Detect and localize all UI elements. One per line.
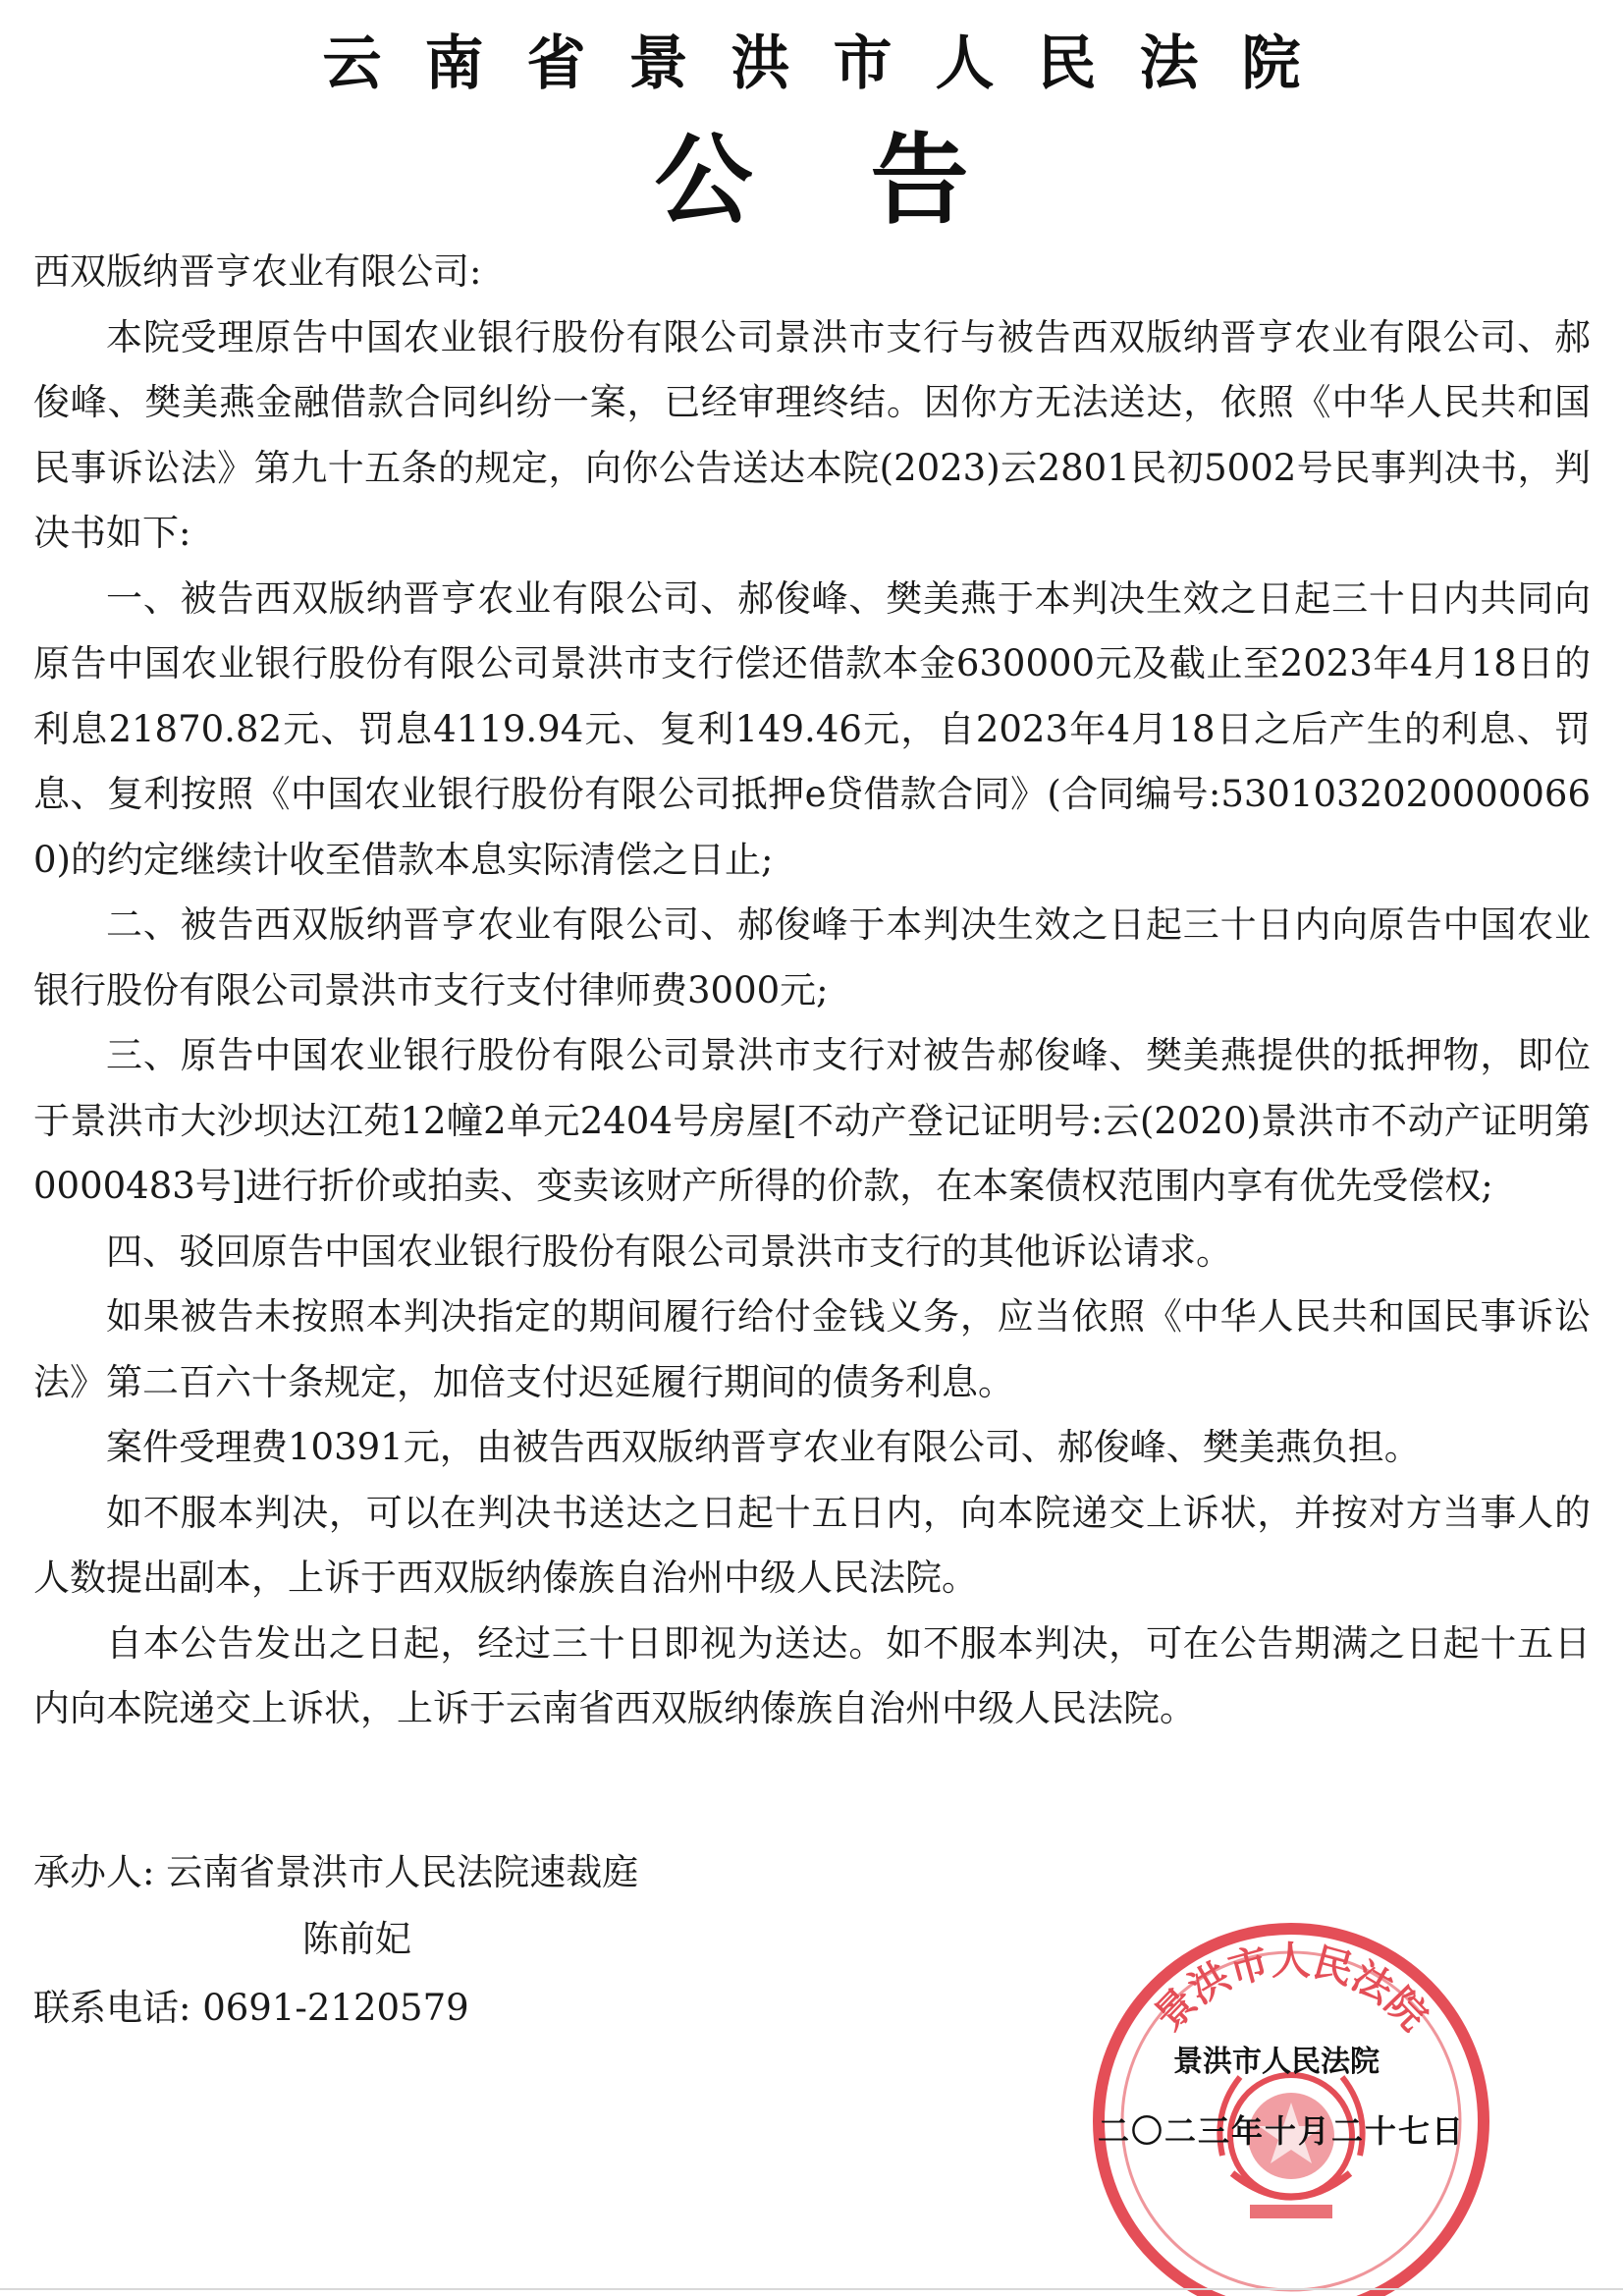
bottom-divider: [0, 2288, 1623, 2290]
handler-line: 承办人: 云南省景洪市人民法院速裁庭: [33, 1851, 639, 1893]
court-name-heading: 云南省景洪市人民法院: [322, 29, 1344, 98]
court-seal-icon: [1085, 1910, 1497, 2296]
ruling-item-3: 三、原告中国农业银行股份有限公司景洪市支行对被告郝俊峰、樊美燕提供的抵押物，即位于景洪市大沙坝达江苑12幢2单元2404号房屋[不动产登记证明号:云(2020)景洪市不动产证明第0000483号]进行折价或拍卖、变卖该财产所得的价款，在本案债权范围内享有优先受偿权;: [33, 1034, 1591, 1207]
issue-date: 二〇二三年十月二十七日: [1097, 2112, 1465, 2150]
appeal-paragraph: 如不服本判决，可以在判决书送达之日起十五日内，向本院递交上诉状，并按对方当事人的人数提出副本，上诉于西双版纳傣族自治州中级人民法院。: [33, 1491, 1591, 1599]
addressee: 西双版纳晋亨农业有限公司:: [33, 250, 482, 293]
ruling-item-4: 四、驳回原告中国农业银行股份有限公司景洪市支行的其他诉讼请求。: [106, 1230, 1232, 1273]
officer-name: 陈前妃: [302, 1918, 411, 1960]
service-paragraph: 自本公告发出之日起，经过三十日即视为送达。如不服本判决，可在公告期满之日起十五日内向本院递交上诉状，上诉于云南省西双版纳傣族自治州中级人民法院。: [33, 1621, 1591, 1729]
fee-paragraph: 案件受理费10391元，由被告西双版纳晋亨农业有限公司、郝俊峰、樊美燕负担。: [106, 1426, 1421, 1468]
seal-arc-text: 景洪市人民法院: [1146, 1939, 1436, 2040]
notice-title: 公告: [654, 123, 1087, 238]
ruling-item-1: 一、被告西双版纳晋亨农业有限公司、郝俊峰、樊美燕于本判决生效之日起三十日内共同向原告中国农业银行股份有限公司景洪市支行偿还借款本金630000元及截止至2023年4月18日的利息21870.82元、罚息4119.94元、复利149.46元，自2023年4月18日之后产生的利息、罚息、复利按照《中国农业银行股份有限公司抵押e贷借款合同》(合同编号:53010320200000660)的约定继续计收至借款本息实际清偿之日止;: [33, 576, 1591, 881]
contact-phone: 联系电话: 0691-2120579: [33, 1987, 469, 2029]
ruling-item-2: 二、被告西双版纳晋亨农业有限公司、郝俊峰于本判决生效之日起三十日内向原告中国农业银行股份有限公司景洪市支行支付律师费3000元;: [33, 903, 1591, 1011]
delay-interest-paragraph: 如果被告未按照本判决指定的期间履行给付金钱义务，应当依照《中华人民共和国民事诉讼法》第二百六十条规定，加倍支付迟延履行期间的债务利息。: [33, 1295, 1591, 1403]
issuing-court: 景洪市人民法院: [1173, 2045, 1380, 2079]
intro-paragraph: 本院受理原告中国农业银行股份有限公司景洪市支行与被告西双版纳晋亨农业有限公司、郝俊峰、樊美燕金融借款合同纠纷一案，已经审理终结。因你方无法送达，依照《中华人民共和国民事诉讼法》第九十五条的规定，向你公告送达本院(2023)云2801民初5002号民事判决书，判决书如下:: [33, 315, 1591, 554]
notice-body: [33, 240, 1591, 1742]
